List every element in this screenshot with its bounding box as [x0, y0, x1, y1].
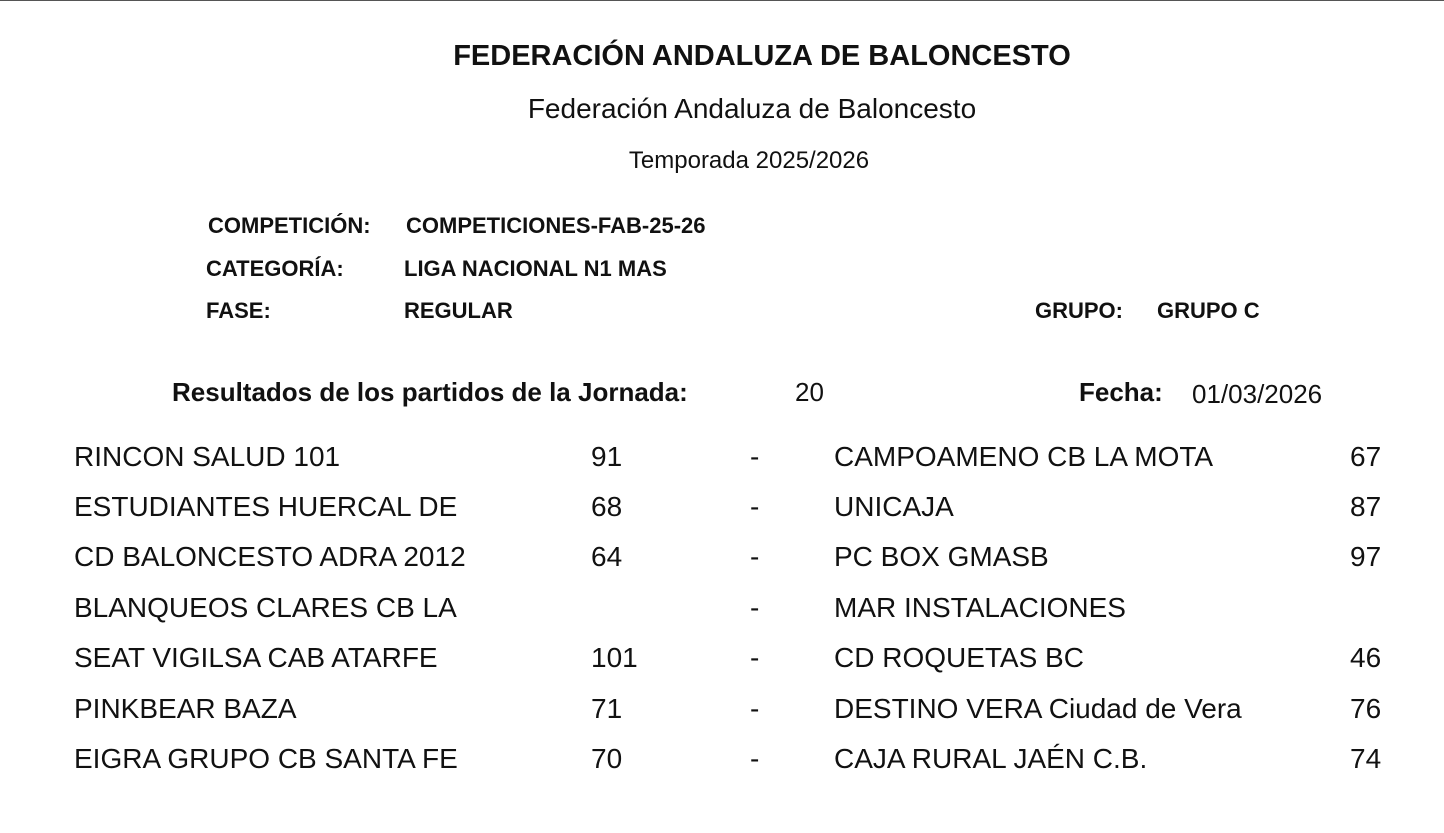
home-team: SEAT VIGILSA CAB ATARFE: [74, 642, 438, 673]
away-score: 97: [1350, 541, 1382, 572]
match-row: [0, 693, 1444, 733]
home-score: 71: [591, 693, 623, 724]
score-separator: -: [750, 693, 760, 724]
away-team: CAMPOAMENO CB LA MOTA: [834, 441, 1214, 472]
score-separator: -: [750, 642, 760, 673]
away-score: 67: [1350, 441, 1382, 472]
jornada-label: Resultados de los partidos de la Jornada:: [172, 377, 688, 407]
fase-value: REGULAR: [404, 298, 513, 323]
home-team: ESTUDIANTES HUERCAL DE: [74, 491, 458, 522]
home-score: 101: [591, 642, 638, 673]
competicion-value: COMPETICIONES-FAB-25-26: [406, 213, 706, 238]
away-team: DESTINO VERA Ciudad de Vera: [834, 693, 1242, 724]
score-separator: -: [750, 541, 760, 572]
home-team: CD BALONCESTO ADRA 2012: [74, 541, 466, 572]
match-row: [0, 642, 1444, 682]
away-score: 46: [1350, 642, 1382, 673]
home-score: 64: [591, 541, 623, 572]
home-score: 68: [591, 491, 623, 522]
home-score: 70: [591, 743, 623, 774]
competicion-label: COMPETICIÓN:: [208, 213, 371, 238]
match-row: [0, 441, 1444, 481]
jornada-number: 20: [795, 377, 824, 407]
away-team: UNICAJA: [834, 491, 954, 522]
home-team: BLANQUEOS CLARES CB LA: [74, 592, 457, 623]
fecha-label: Fecha:: [1079, 377, 1163, 407]
away-team: PC BOX GMASB: [834, 541, 1049, 572]
match-row: [0, 592, 1444, 632]
away-team: MAR INSTALACIONES: [834, 592, 1126, 623]
fase-label: FASE:: [206, 298, 271, 323]
score-separator: -: [750, 743, 760, 774]
grupo-value: GRUPO C: [1157, 298, 1260, 323]
home-team: RINCON SALUD 101: [74, 441, 341, 472]
match-row: [0, 541, 1444, 581]
score-separator: -: [750, 491, 760, 522]
away-score: 74: [1350, 743, 1382, 774]
match-row: [0, 743, 1444, 783]
score-separator: -: [750, 592, 760, 623]
categoria-value: LIGA NACIONAL N1 MAS: [404, 256, 667, 281]
season-label: Temporada 2025/2026: [628, 147, 870, 174]
fecha-value: 01/03/2026: [1192, 379, 1323, 409]
home-score: 91: [591, 441, 623, 472]
categoria-label: CATEGORÍA:: [206, 256, 344, 281]
away-score: 87: [1350, 491, 1382, 522]
grupo-label: GRUPO:: [1035, 298, 1123, 323]
document-subtitle: Federación Andaluza de Baloncesto: [527, 93, 977, 124]
home-team: EIGRA GRUPO CB SANTA FE: [74, 743, 458, 774]
away-team: CD ROQUETAS BC: [834, 642, 1084, 673]
match-row: [0, 491, 1444, 531]
top-border: [0, 0, 1444, 1]
score-separator: -: [750, 441, 760, 472]
away-score: 76: [1350, 693, 1382, 724]
document-title: FEDERACIÓN ANDALUZA DE BALONCESTO: [453, 40, 1071, 72]
away-team: CAJA RURAL JAÉN C.B.: [834, 743, 1148, 774]
home-team: PINKBEAR BAZA: [74, 693, 297, 724]
